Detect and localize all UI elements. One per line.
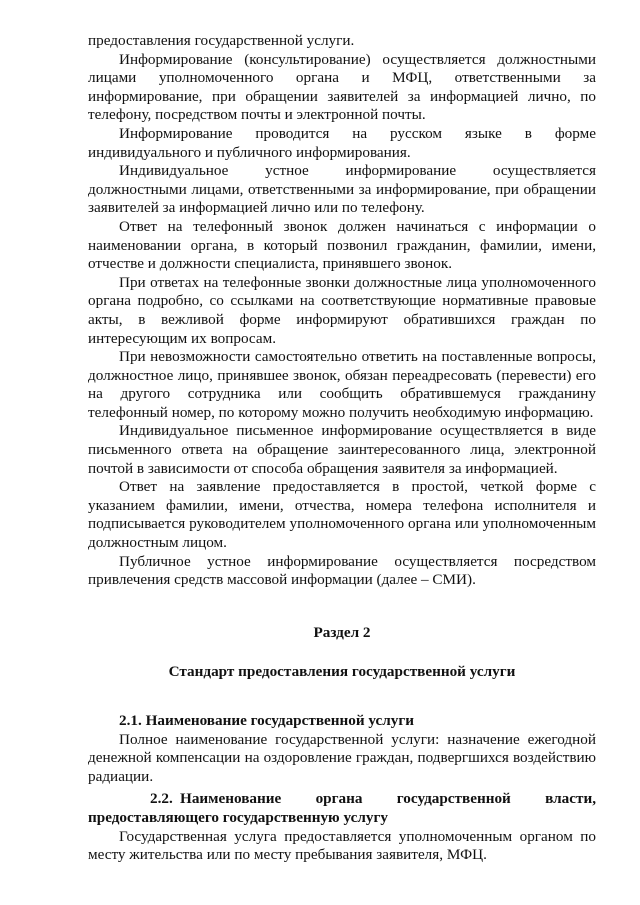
subsection-2-title	[88, 790, 596, 827]
subsection-2-heading: Наименование органа государственной власти, предоставляющего государственную услугу	[88, 790, 596, 826]
paragraph-redirect: При невозможности самостоятельно ответить на поставленные вопросы, должностное лицо, принявшее звонок, обязан переадресовать (перевести) его на другого сотрудника или сообщить обратившемуся гражданину телефонный номер, по которому можно получить необходимую информацию.	[88, 348, 596, 421]
paragraph-individual-oral: Индивидуальное устное информирование осуществляется должностными лицами, ответственными за информирование, при обращении заявителей за информацией лично или по телефону.	[88, 162, 596, 217]
paragraph-language: Информирование проводится на русском языке в форме индивидуального и публичного информирования.	[88, 124, 596, 161]
subsection-2-number: 2.2.	[150, 790, 173, 808]
paragraph-public-oral: Публичное устное информирование осуществляется посредством привлечения средств массовой информации (далее – СМИ).	[88, 552, 596, 589]
subsection-1-text: Полное наименование государственной услуги: назначение ежегодной денежной компенсации на оздоровление граждан, подвергшихся воздействию радиации.	[88, 730, 596, 785]
paragraph-written: Индивидуальное письменное информирование осуществляется в виде письменного ответа на обращение заинтересованного лица, электронной почтой в зависимости от способа обращения заявителя за информацией.	[88, 422, 596, 477]
paragraph-continuation: предоставления государственной услуги.	[88, 32, 355, 49]
section-label: Раздел 2	[313, 623, 371, 641]
section-title: Стандарт предоставления государственной услуги	[168, 663, 516, 681]
paragraph-consulting: Информирование (консультирование) осуществляется должностными лицами уполномоченного органа и МФЦ, ответственными за информирование, при обращении заявителей за информацией лично, по телефону, посредством почты и электронной почты.	[88, 50, 596, 124]
subsection-2-text: Государственная услуга предоставляется уполномоченным органом по месту жительства или по месту пребывания заявителя, МФЦ.	[88, 827, 596, 864]
paragraph-answer-form: Ответ на заявление предоставляется в простой, четкой форме с указанием фамилии, имени, отчества, номера телефона исполнителя и подписывается руководителем уполномоченного органа или уполномоченным должностным лицом.	[88, 478, 596, 552]
subsection-1-title: 2.1. Наименование государственной услуги	[119, 712, 415, 729]
paragraph-phone-answer: Ответ на телефонный звонок должен начинаться с информации о наименовании органа, в который позвонил гражданин, фамилии, имени, отчестве и должности специалиста, принявшего звонок.	[88, 217, 596, 273]
paragraph-phone-details: При ответах на телефонные звонки должностные лица уполномоченного органа подробно, со ссылками на соответствующие нормативные правовые акты, в вежливой форме информируют обратившихся граждан по интересующим их вопросам.	[88, 273, 596, 347]
